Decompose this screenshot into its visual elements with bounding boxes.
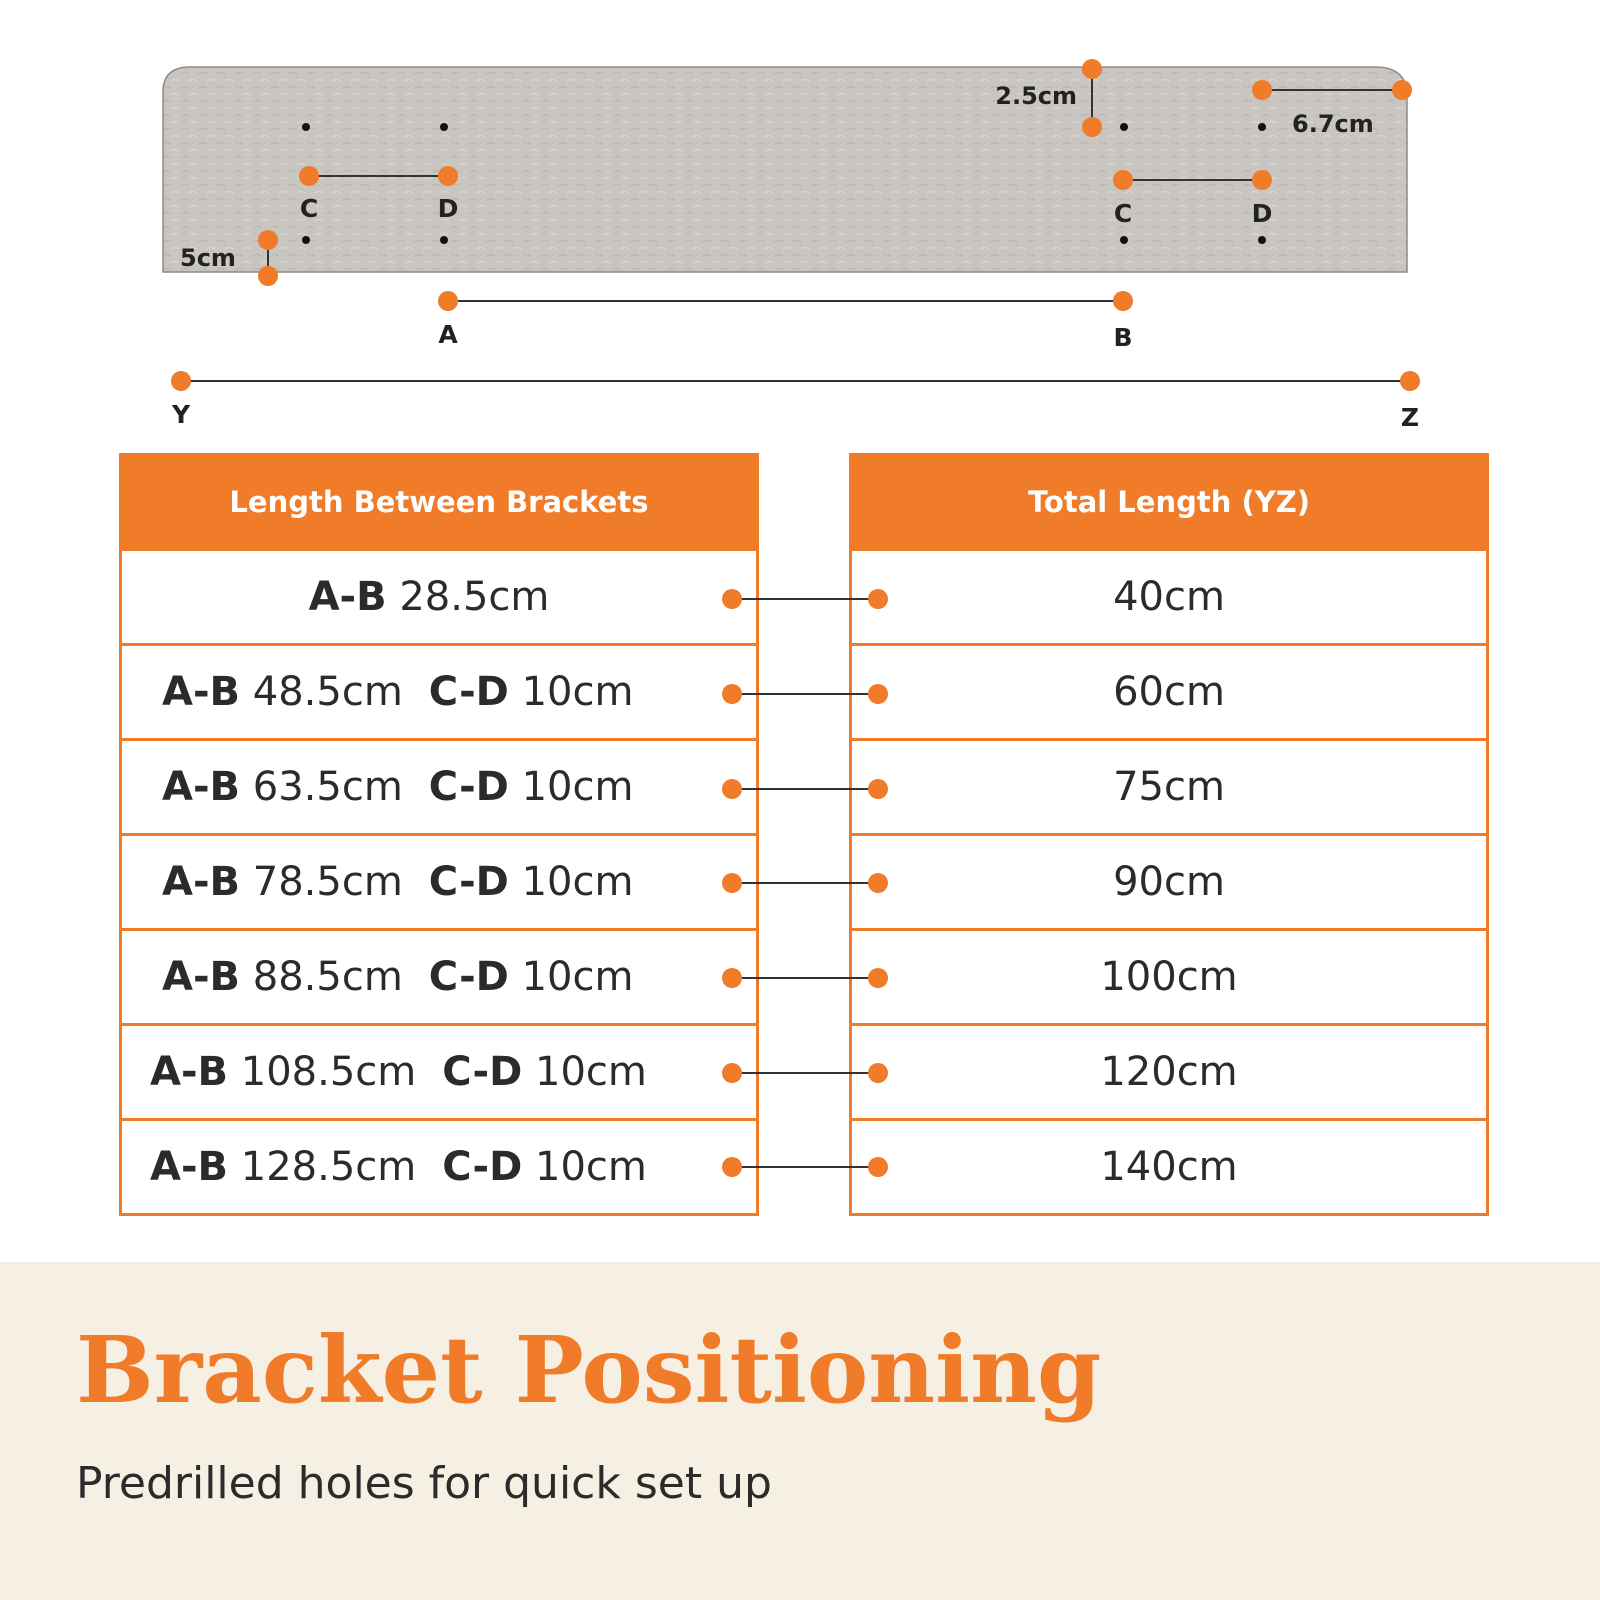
point-y-label: Y <box>171 400 191 429</box>
ab-key: A-B <box>308 574 387 620</box>
ab-key: A-B <box>162 764 241 810</box>
side-edge-dot-right <box>1392 80 1412 100</box>
bottom-edge-dot-bottom <box>258 266 278 286</box>
table-row: 40cm <box>1113 574 1225 620</box>
page-title: Bracket Positioning <box>76 1316 1102 1424</box>
cd-value: 10cm <box>535 1049 647 1095</box>
top-edge-dot-bottom <box>1082 117 1102 137</box>
table-header-brackets: Length Between Brackets <box>119 453 759 551</box>
table-row <box>122 928 756 1023</box>
point-b-dot <box>1113 291 1133 311</box>
table-row: 60cm <box>852 643 1486 738</box>
ab-value: 108.5cm <box>240 1049 417 1095</box>
hole <box>1258 236 1266 244</box>
ab-key: A-B <box>162 859 241 905</box>
side-edge-label: 6.7cm <box>1292 110 1374 138</box>
top-edge-dot-top <box>1082 59 1102 79</box>
cd-value: 10cm <box>535 1144 647 1190</box>
table-body-total-length <box>849 551 1489 1216</box>
ab-key: A-B <box>150 1144 229 1190</box>
hole-label-c-left: C <box>299 194 319 223</box>
ab-value: 48.5cm <box>252 669 403 715</box>
cd-key: C-D <box>442 1049 523 1095</box>
table-row <box>122 1118 756 1213</box>
cd-value: 10cm <box>521 669 634 715</box>
ab-value: 78.5cm <box>252 859 403 905</box>
cd-key: C-D <box>428 859 509 905</box>
point-z-dot <box>1400 371 1420 391</box>
cd-left-start-dot <box>299 166 319 186</box>
cd-key: C-D <box>428 764 509 810</box>
page-subtitle: Predrilled holes for quick set up <box>76 1458 772 1509</box>
point-a-label: A <box>438 320 458 349</box>
point-b-label: B <box>1113 323 1133 352</box>
ab-key: A-B <box>162 669 241 715</box>
total-length-table <box>849 453 1489 1216</box>
cd-left-end-dot <box>438 166 458 186</box>
point-a-dot <box>438 291 458 311</box>
side-edge-dot-left <box>1252 80 1272 100</box>
ab-key: A-B <box>150 1049 229 1095</box>
ab-value: 128.5cm <box>240 1144 417 1190</box>
ab-key: A-B <box>162 954 241 1000</box>
cd-value: 10cm <box>521 764 634 810</box>
cd-right-start-dot <box>1113 170 1133 190</box>
hole <box>440 123 448 131</box>
hole-label-c-right: C <box>1113 199 1133 228</box>
shelf-panel <box>163 67 1407 272</box>
cd-value: 10cm <box>521 859 634 905</box>
table-header-total-length: Total Length (YZ) <box>849 453 1489 551</box>
ab-value: 63.5cm <box>252 764 403 810</box>
cd-right-end-dot <box>1252 170 1272 190</box>
footer-banner <box>0 1262 1600 1600</box>
hole-label-d-left: D <box>437 194 459 223</box>
cd-key: C-D <box>442 1144 523 1190</box>
table-row: 90cm <box>852 833 1486 928</box>
hole <box>302 123 310 131</box>
table-row <box>122 833 756 928</box>
table-row <box>122 738 756 833</box>
ab-value: 88.5cm <box>252 954 403 1000</box>
ab-value: 28.5cm <box>399 574 550 620</box>
hole <box>1258 123 1266 131</box>
brackets-length-table <box>119 453 759 1216</box>
cd-key: C-D <box>428 954 509 1000</box>
table-row <box>122 1023 756 1118</box>
table-row <box>122 643 756 738</box>
hole <box>302 236 310 244</box>
hole <box>1120 123 1128 131</box>
top-edge-label: 2.5cm <box>995 82 1077 110</box>
hole <box>1120 236 1128 244</box>
table-row: 120cm <box>852 1023 1486 1118</box>
cd-value: 10cm <box>521 954 634 1000</box>
hole <box>440 236 448 244</box>
table-row: 75cm <box>852 738 1486 833</box>
bottom-edge-label: 5cm <box>180 244 236 272</box>
bracket-diagram <box>0 0 1600 440</box>
point-z-label: Z <box>1400 403 1420 432</box>
bottom-edge-dot-top <box>258 230 278 250</box>
cd-key: C-D <box>428 669 509 715</box>
table-row <box>122 551 756 643</box>
table-row: 140cm <box>852 1118 1486 1213</box>
hole-label-d-right: D <box>1251 199 1273 228</box>
table-row: 100cm <box>852 928 1486 1023</box>
point-y-dot <box>171 371 191 391</box>
table-body-brackets <box>119 551 759 1216</box>
